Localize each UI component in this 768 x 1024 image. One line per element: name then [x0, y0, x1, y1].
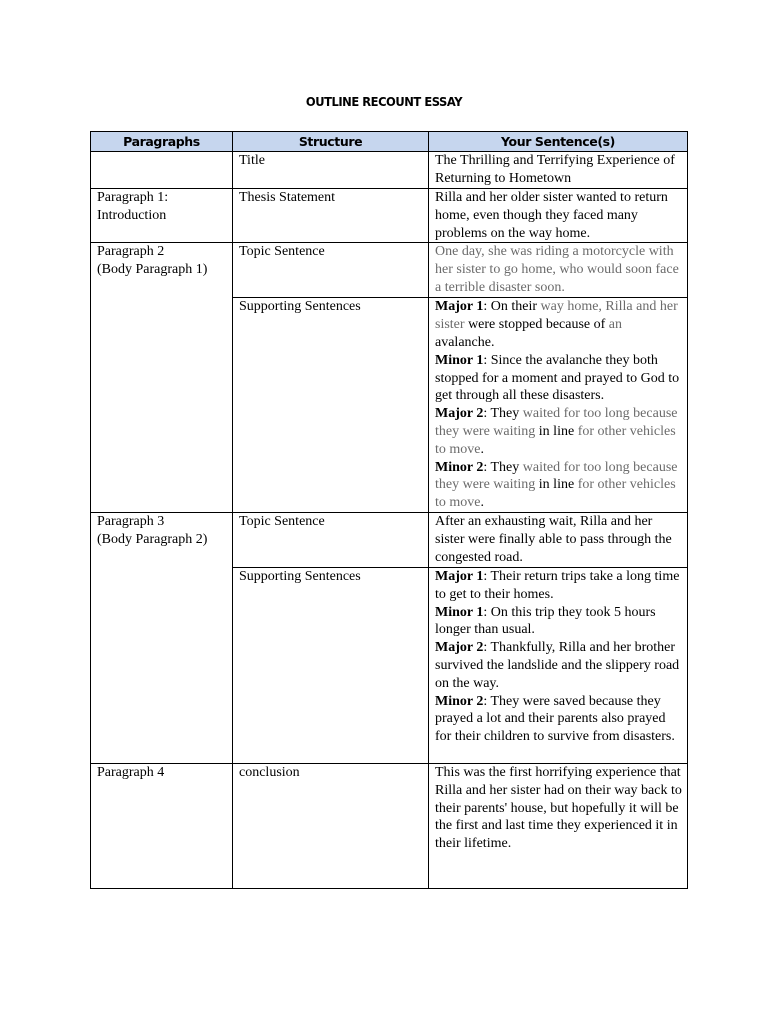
support-item: Major 2: They waited for too long because they were waiting in line for other vehicles to move. — [435, 406, 678, 457]
support-label: Major 2 — [435, 640, 484, 656]
support-label: Major 2 — [435, 406, 484, 422]
table-row — [91, 763, 688, 888]
support-label: Major 1 — [435, 568, 484, 584]
support-item: Minor 2: They were saved because they prayed a lot and their parents also prayed for their children to survive from disasters. — [435, 693, 675, 745]
support-item: Minor 1: On this trip they took 5 hours longer than usual. — [435, 604, 656, 638]
support-item: Major 2: Thankfully, Rilla and her brother survived the landslide and the slippery road on the way. — [435, 640, 680, 691]
support-label: Minor 2 — [435, 693, 484, 709]
paragraph-sublabel: (Body Paragraph 1) — [97, 262, 208, 278]
support-label: Major 1 — [435, 299, 484, 315]
structure-cell: Title — [233, 152, 429, 189]
paragraph-cell — [91, 243, 233, 513]
table-row — [91, 512, 688, 567]
outline-table — [90, 131, 688, 889]
structure-cell: Thesis Statement — [233, 189, 429, 243]
structure-cell: Supporting Sentences — [233, 567, 429, 763]
header-your-sentences: Your Sentence(s) — [429, 132, 688, 152]
support-label: Minor 1 — [435, 352, 484, 368]
paragraph-cell — [91, 152, 233, 189]
support-label: Minor 2 — [435, 459, 484, 475]
sentence-cell — [429, 298, 688, 513]
support-item: Minor 1: Since the avalanche they both stopped for a moment and prayed to God to get through all these disasters. — [435, 352, 680, 404]
table-row — [91, 189, 688, 243]
paragraph-label: Paragraph 2 — [97, 244, 165, 260]
structure-cell: Topic Sentence — [233, 243, 429, 298]
structure-cell: Topic Sentence — [233, 512, 429, 567]
paragraph-label: Paragraph 1: — [97, 190, 169, 205]
sentence-cell: The Thrilling and Terrifying Experience of Returning to Hometown — [429, 152, 688, 189]
structure-cell: conclusion — [233, 763, 429, 888]
paragraph-cell — [91, 189, 233, 243]
paragraph-sublabel: (Body Paragraph 2) — [97, 531, 208, 547]
structure-cell: Supporting Sentences — [233, 298, 429, 513]
sentence-cell: After an exhausting wait, Rilla and her sister were finally able to pass through the congested road. — [429, 512, 688, 567]
sentence-cell — [429, 567, 688, 763]
table-row — [91, 243, 688, 298]
document-title: OUTLINE RECOUNT ESSAY — [305, 94, 463, 109]
paragraph-label: Paragraph 3 — [97, 513, 165, 529]
table-row — [91, 152, 688, 189]
sentence-cell: This was the first horrifying experience that Rilla and her sister had on their way back to their parents' house, but hopefully it will be the first and last time they experienced it in their lifetime. — [429, 763, 688, 888]
support-item: Major 1: Their return trips take a long time to get to their homes. — [435, 568, 680, 602]
table-header-row — [91, 132, 688, 152]
sentence-cell: Rilla and her older sister wanted to return home, even though they faced many problems on the way home. — [429, 189, 688, 243]
support-item: Minor 2: They waited for too long because they were waiting in line for other vehicles to move. — [435, 459, 678, 511]
header-paragraphs: Paragraphs — [91, 132, 233, 152]
header-structure: Structure — [233, 132, 429, 152]
paragraph-sublabel: Introduction — [97, 207, 167, 223]
paragraph-cell: Paragraph 4 — [91, 763, 233, 888]
paragraph-cell — [91, 512, 233, 763]
sentence-cell: One day, she was riding a motorcycle with her sister to go home, who would soon face a terrible disaster soon. — [429, 243, 688, 298]
support-item: Major 1: On their way home, Rilla and her sister were stopped because of an avalanche. — [435, 299, 678, 350]
support-label: Minor 1 — [435, 604, 484, 620]
